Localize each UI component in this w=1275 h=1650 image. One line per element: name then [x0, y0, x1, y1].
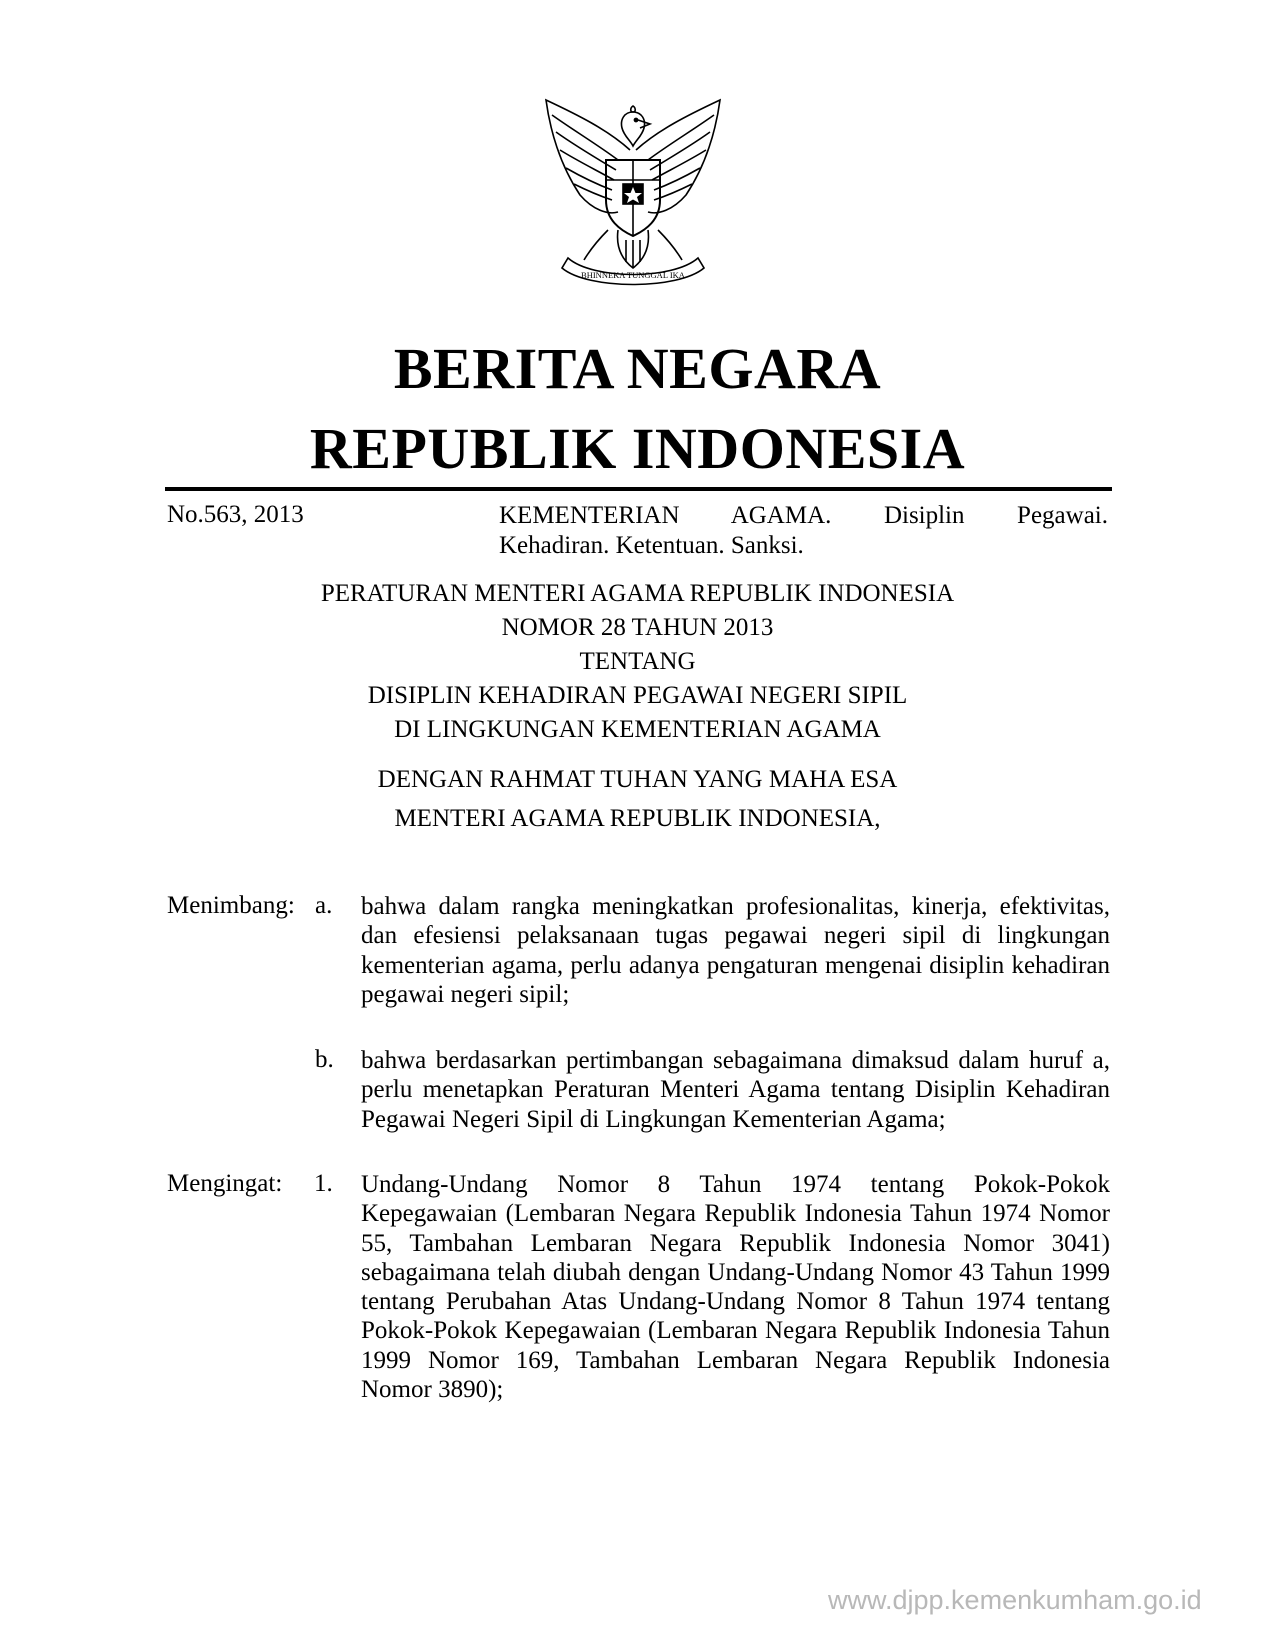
considering-label: Menimbang: [167, 892, 295, 919]
regulation-subject-line-1: DISIPLIN KEHADIRAN PEGAWAI NEGERI SIPIL [367, 682, 908, 709]
recalling-item-1: Undang-Undang Nomor 8 Tahun 1974 tentang Pokok-Pokok Kepegawaian (Lembaran Negara Republik Indonesia Tahun 1974 Nomor 55, Tambahan Lembaran Negara Republik Indonesia Nomor 3041) sebagaimana telah diubah dengan Undang-Undang Nomor 43 Tahun 1999 tentang Perubahan Atas Undang-Undang Nomor 8 Tahun 1974 tentang Pokok-Pokok Kepegawaian (Lembaran Negara Republik Indonesia Tahun 1999 Nomor 169, Tambahan Lembaran Negara Republik Indonesia Nomor 3890); [361, 1171, 1110, 1404]
recalling-label: Mengingat: [167, 1170, 283, 1197]
regulation-about: TENTANG [579, 648, 696, 675]
source-watermark: www.djpp.kemenkumham.go.id [828, 1585, 1202, 1615]
considering-item-a: bahwa dalam rangka meningkatkan profesionalitas, kinerja, efektivitas, dan efesiensi pelaksanaan tugas pegawai negeri sipil di lingkungan kementerian agama, perlu adanya pengaturan mengenai disiplin kehadiran pegawai negeri sipil; [361, 893, 1110, 1008]
considering-marker-a: a. [315, 892, 333, 919]
masthead-title: BERITA NEGARA [393, 336, 882, 401]
motto-text: BHINNEKA TUNGGAL IKA [581, 270, 685, 280]
minister-line: MENTERI AGAMA REPUBLIK INDONESIA, [394, 805, 881, 832]
masthead-subtitle: REPUBLIK INDONESIA [309, 416, 966, 481]
blessing-line: DENGAN RAHMAT TUHAN YANG MAHA ESA [377, 766, 898, 793]
subject-line-1: KEMENTERIAN AGAMA. Disiplin Pegawai. [499, 502, 1108, 529]
subject-line-2: Kehadiran. Ketentuan. Sanksi. [499, 532, 804, 559]
recalling-marker-1: 1. [314, 1170, 333, 1197]
gazette-subject [499, 501, 1108, 561]
considering-item-b: bahwa berdasarkan pertimbangan sebagaimana dimaksud dalam huruf a, perlu menetapkan Peraturan Menteri Agama tentang Disiplin Kehadiran Pegawai Negeri Sipil di Lingkungan Kementerian Agama; [361, 1047, 1110, 1133]
regulation-subject-line-2: DI LINGKUNGAN KEMENTERIAN AGAMA [394, 716, 881, 743]
considering-marker-b: b. [315, 1046, 334, 1073]
regulation-number: NOMOR 28 TAHUN 2013 [501, 614, 774, 641]
header-divider [165, 487, 1112, 491]
garuda-pancasila-emblem [538, 90, 728, 295]
gazette-number: No.563, 2013 [167, 501, 304, 528]
regulation-title: PERATURAN MENTERI AGAMA REPUBLIK INDONESIA [320, 580, 955, 607]
